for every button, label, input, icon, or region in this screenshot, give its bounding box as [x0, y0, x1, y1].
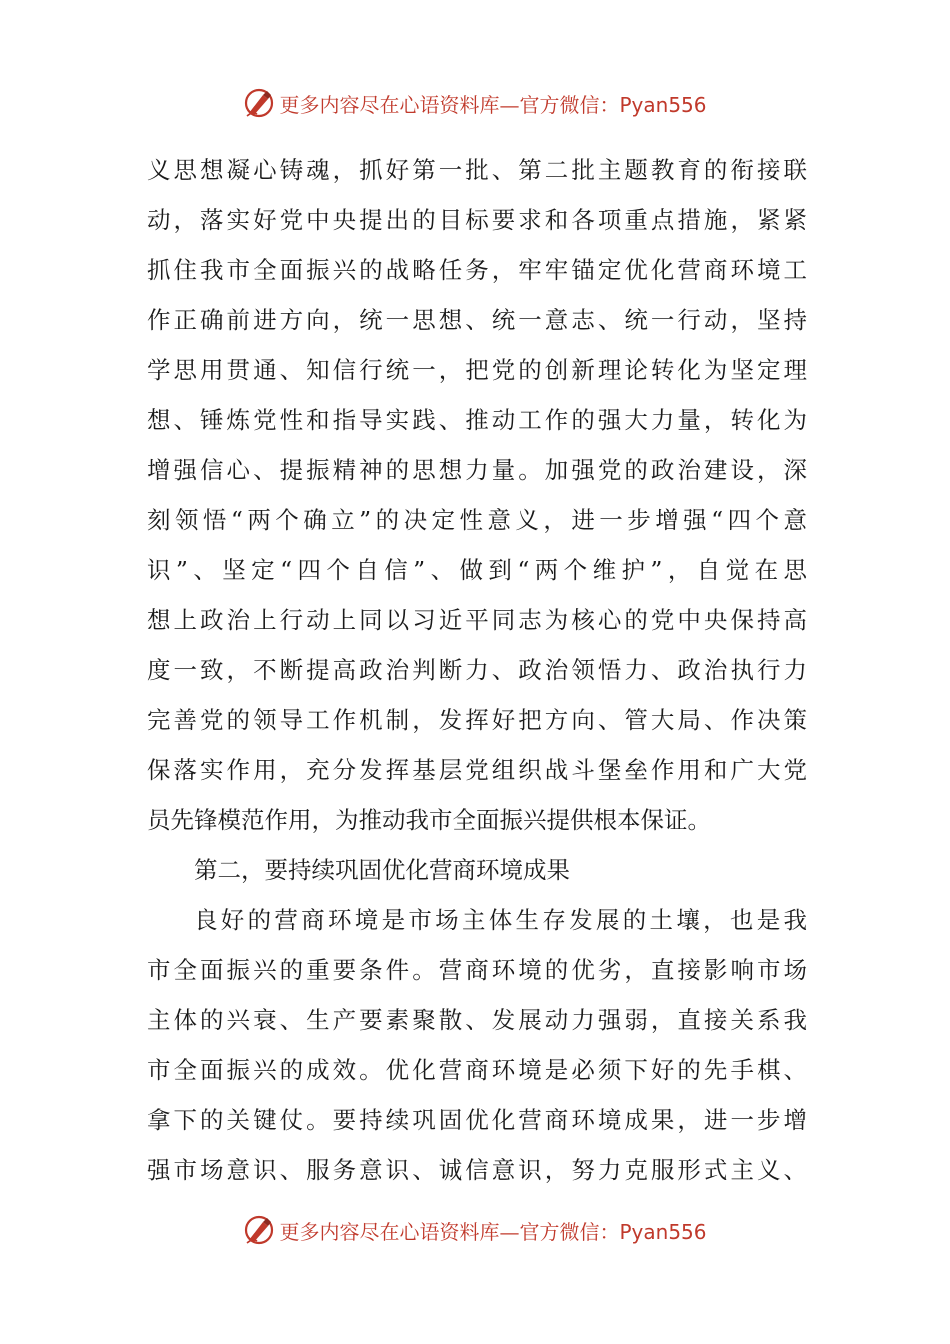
header-wechat-id: Pyan556 [619, 92, 707, 117]
text-line: 增强信心、提振精神的思想力量。加强党的政治建设，深 [147, 456, 807, 484]
pen-logo-icon [243, 1214, 275, 1246]
text-line: 良好的营商环境是市场主体生存发展的土壤，也是我 [194, 906, 807, 934]
footer-banner [0, 1210, 950, 1250]
footer-wechat-id: Pyan556 [619, 1219, 707, 1244]
text-line: 动，落实好党中央提出的目标要求和各项重点措施，紧紧 [147, 206, 807, 234]
text-line: 拿下的关键仗。要持续巩固优化营商环境成果，进一步增 [147, 1106, 807, 1134]
text-line: 完善党的领导工作机制，发挥好把方向、管大局、作决策 [147, 706, 807, 734]
text-line: 识”、坚定“四个自信”、做到“两个维护”，自觉在思 [147, 556, 807, 584]
pen-logo-icon [243, 87, 275, 119]
header-banner-text [279, 89, 706, 118]
text-line: 度一致，不断提高政治判断力、政治领悟力、政治执行力 [147, 656, 807, 684]
text-line: 学思用贯通、知信行统一，把党的创新理论转化为坚定理 [147, 356, 807, 384]
footer-banner-label: 更多内容尽在心语资料库—官方微信： [279, 1219, 620, 1244]
text-line: 市全面振兴的成效。优化营商环境是必须下好的先手棋、 [147, 1056, 807, 1084]
text-line: 员先锋模范作用，为推动我市全面振兴提供根本保证。 [147, 806, 711, 834]
text-line: 主体的兴衰、生产要素聚散、发展动力强弱，直接关系我 [147, 1006, 807, 1034]
text-line: 刻领悟“两个确立”的决定性意义，进一步增强“四个意 [147, 506, 807, 534]
header-banner-label: 更多内容尽在心语资料库—官方微信： [279, 92, 620, 117]
text-line: 想、锤炼党性和指导实践、推动工作的强大力量，转化为 [147, 406, 807, 434]
text-line: 作正确前进方向，统一思想、统一意志、统一行动，坚持 [147, 306, 807, 334]
text-line: 市全面振兴的重要条件。营商环境的优劣，直接影响市场 [147, 956, 807, 984]
text-line: 义思想凝心铸魂，抓好第一批、第二批主题教育的衔接联 [147, 156, 807, 184]
section-heading: 第二，要持续巩固优化营商环境成果 [194, 856, 570, 884]
text-line: 保落实作用，充分发挥基层党组织战斗堡垒作用和广大党 [147, 756, 807, 784]
header-banner [0, 83, 950, 123]
footer-banner-text [279, 1216, 706, 1245]
text-line: 强市场意识、服务意识、诚信意识，努力克服形式主义、 [147, 1156, 807, 1184]
text-line: 想上政治上行动上同以习近平同志为核心的党中央保持高 [147, 606, 807, 634]
text-line: 抓住我市全面振兴的战略任务，牢牢锚定优化营商环境工 [147, 256, 807, 284]
document-body [147, 145, 807, 1195]
